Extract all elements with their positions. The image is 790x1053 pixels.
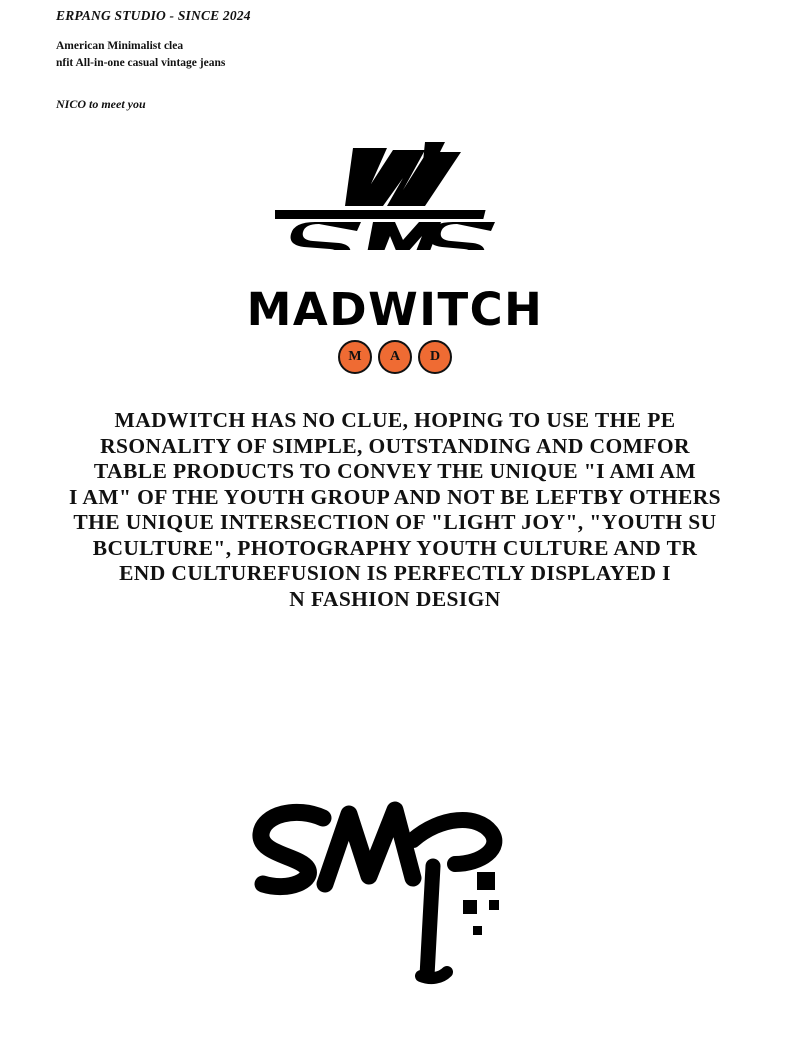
manifesto-line: RSONALITY OF SIMPLE, OUTSTANDING AND COMFOR	[100, 433, 690, 458]
manifesto-line: BCULTURE", PHOTOGRAPHY YOUTH CULTURE AND TR	[92, 535, 698, 560]
product-subtitle-line-1: American Minimalist clea	[56, 40, 184, 52]
product-subtitle-line-2: nfit All-in-one casual vintage jeans	[56, 56, 226, 69]
badge-m: M	[338, 340, 372, 374]
manifesto-line: THE UNIQUE INTERSECTION OF "LIGHT JOY", "YOUTH SU	[73, 510, 717, 534]
manifesto-line: TABLE PRODUCTS TO CONVEY THE UNIQUE "I AMI AM	[93, 459, 697, 483]
manifesto-line: END CULTUREFUSION IS PERFECTLY DISPLAYED I	[119, 561, 671, 585]
page-title: MADWITCH	[246, 283, 544, 336]
manifesto-line: N FASHION DESIGN	[289, 586, 501, 611]
header-block	[56, 8, 576, 112]
manifesto-line: MADWITCH HAS NO CLUE, HOPING TO USE THE PE	[114, 408, 676, 432]
mad-badge-group	[0, 340, 790, 374]
badge-d: D	[418, 340, 452, 374]
sms-logo	[0, 140, 790, 255]
graffiti-signature-icon	[245, 780, 545, 1000]
sms-logo-icon	[275, 140, 515, 250]
badge-a: A	[378, 340, 412, 374]
manifesto-line: I AM" OF THE YOUTH GROUP AND NOT BE LEFTBY OTHERS	[69, 484, 721, 509]
manifesto-paragraph	[0, 408, 790, 612]
sms-graffiti-signature	[0, 780, 790, 1005]
brand-title: ERPANG STUDIO - SINCE 2024	[56, 8, 251, 23]
greeting-text: NICO to meet you	[56, 97, 146, 112]
